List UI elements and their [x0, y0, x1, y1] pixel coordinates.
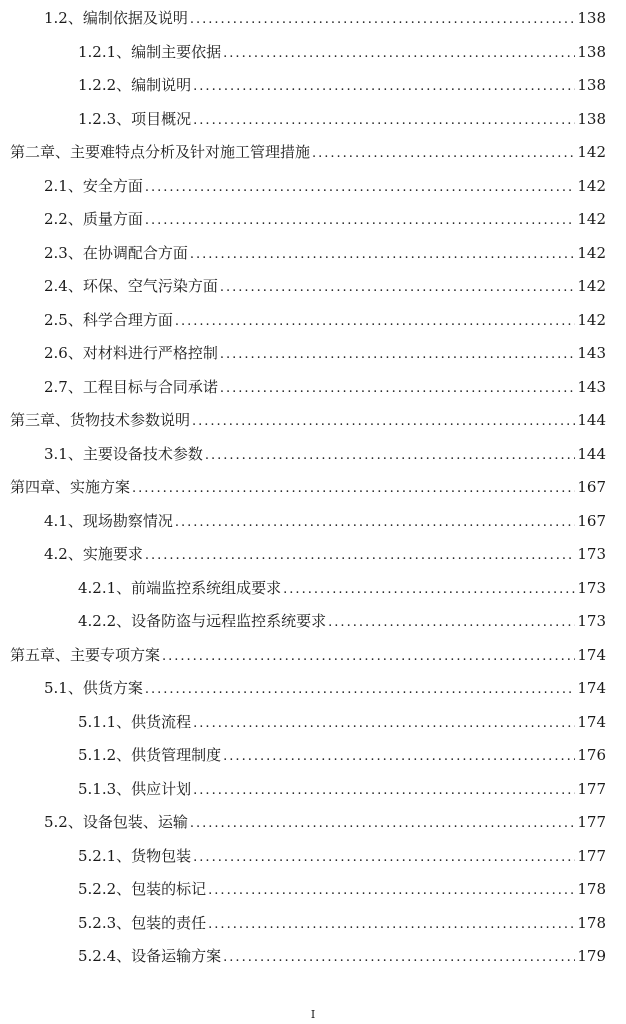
- toc-leader-dots: [283, 578, 575, 602]
- toc-entry-title: 5.2.4、设备运输方案: [78, 947, 222, 965]
- toc-leader-dots: [145, 209, 576, 233]
- toc-entry[interactable]: [10, 643, 606, 667]
- toc-entry[interactable]: [44, 174, 606, 198]
- toc-leader-dots: [220, 276, 576, 300]
- toc-entry-title: 1.2.1、编制主要依据: [78, 43, 222, 61]
- toc-entry[interactable]: [78, 710, 606, 734]
- toc-entry-title: 2.1、安全方面: [44, 177, 143, 195]
- toc-entry[interactable]: [78, 107, 606, 131]
- toc-entry-page-number: 173: [577, 545, 606, 563]
- toc-leader-dots: [328, 611, 575, 635]
- toc-entry[interactable]: [44, 241, 606, 265]
- toc-entry-title: 5.2.1、货物包装: [78, 847, 192, 865]
- toc-entry-page-number: 173: [577, 579, 606, 597]
- toc-entry-title: 2.6、对材料进行严格控制: [44, 344, 218, 362]
- toc-entry-page-number: 179: [577, 947, 606, 965]
- toc-entry-title: 5.1、供货方案: [44, 679, 143, 697]
- toc-entry-title: 5.1.1、供货流程: [78, 713, 192, 731]
- toc-entry[interactable]: [44, 676, 606, 700]
- toc-entry-title: 2.2、质量方面: [44, 210, 143, 228]
- toc-entry-page-number: 174: [577, 646, 606, 664]
- toc-leader-dots: [190, 243, 576, 267]
- toc-entry-page-number: 178: [577, 914, 606, 932]
- toc-entry-page-number: 142: [577, 143, 606, 161]
- toc-entry[interactable]: [78, 777, 606, 801]
- toc-entry-title: 5.2.2、包装的标记: [78, 880, 207, 898]
- toc-leader-dots: [223, 745, 575, 769]
- toc-leader-dots: [193, 779, 575, 803]
- toc-leader-dots: [312, 142, 575, 166]
- toc-leader-dots: [193, 109, 575, 133]
- toc-entry-page-number: 142: [577, 177, 606, 195]
- toc-entry[interactable]: [78, 944, 606, 968]
- toc-entry-page-number: 142: [577, 244, 606, 262]
- toc-entry-title: 第二章、主要难特点分析及针对施工管理措施: [10, 143, 311, 161]
- toc-entry-page-number: 174: [577, 713, 606, 731]
- toc-entry[interactable]: [44, 542, 606, 566]
- toc-leader-dots: [175, 310, 576, 334]
- toc-entry-page-number: 144: [577, 445, 606, 463]
- toc-entry-title: 3.1、主要设备技术参数: [44, 445, 203, 463]
- toc-entry[interactable]: [44, 308, 606, 332]
- toc-leader-dots: [193, 846, 575, 870]
- toc-entry-page-number: 138: [577, 43, 606, 61]
- toc-entry-page-number: 167: [577, 478, 606, 496]
- toc-entry-title: 第五章、主要专项方案: [10, 646, 161, 664]
- toc-leader-dots: [162, 645, 575, 669]
- toc-entry[interactable]: [44, 341, 606, 365]
- toc-entry[interactable]: [44, 207, 606, 231]
- toc-entry-page-number: 178: [577, 880, 606, 898]
- toc-entry-page-number: 176: [577, 746, 606, 764]
- toc-entry[interactable]: [44, 442, 606, 466]
- toc-leader-dots: [193, 712, 575, 736]
- toc-leader-dots: [220, 377, 576, 401]
- toc-entry-title: 4.1、现场勘察情况: [44, 512, 173, 530]
- toc-entry-page-number: 173: [577, 612, 606, 630]
- toc-entry[interactable]: [44, 274, 606, 298]
- toc-leader-dots: [205, 444, 576, 468]
- toc-entry[interactable]: [44, 509, 606, 533]
- toc-entry[interactable]: [78, 844, 606, 868]
- toc-leader-dots: [223, 42, 575, 66]
- toc-entry-title: 5.1.2、供货管理制度: [78, 746, 222, 764]
- toc-entry[interactable]: [78, 911, 606, 935]
- toc-entry-page-number: 143: [577, 378, 606, 396]
- toc-leader-dots: [145, 678, 576, 702]
- toc-entry[interactable]: [78, 743, 606, 767]
- toc-leader-dots: [175, 511, 576, 535]
- toc-entry-page-number: 142: [577, 277, 606, 295]
- toc-leader-dots: [220, 343, 576, 367]
- toc-entry[interactable]: [10, 140, 606, 164]
- toc-entry-title: 2.4、环保、空气污染方面: [44, 277, 218, 295]
- toc-leader-dots: [192, 410, 575, 434]
- toc-leader-dots: [208, 879, 575, 903]
- toc-entry-page-number: 167: [577, 512, 606, 530]
- toc-entry-title: 4.2.2、设备防盗与远程监控系统要求: [78, 612, 327, 630]
- toc-entry-title: 第四章、实施方案: [10, 478, 131, 496]
- toc-leader-dots: [223, 946, 575, 970]
- toc-entry-page-number: 138: [577, 110, 606, 128]
- toc-entry[interactable]: [78, 576, 606, 600]
- toc-entry-title: 5.1.3、供应计划: [78, 780, 192, 798]
- toc-leader-dots: [190, 8, 576, 32]
- toc-entry-title: 1.2.2、编制说明: [78, 76, 192, 94]
- toc-leader-dots: [132, 477, 575, 501]
- toc-entry[interactable]: [10, 408, 606, 432]
- toc-entry-title: 5.2.3、包装的责任: [78, 914, 207, 932]
- toc-entry-page-number: 143: [577, 344, 606, 362]
- toc-entry-title: 1.2.3、项目概况: [78, 110, 192, 128]
- toc-entry-page-number: 138: [577, 76, 606, 94]
- toc-entry-page-number: 177: [577, 813, 606, 831]
- toc-entry-title: 2.5、科学合理方面: [44, 311, 173, 329]
- toc-entry-title: 4.2、实施要求: [44, 545, 143, 563]
- toc-entry-title: 2.3、在协调配合方面: [44, 244, 188, 262]
- toc-entry-page-number: 142: [577, 311, 606, 329]
- toc-entry-page-number: 177: [577, 847, 606, 865]
- toc-entry[interactable]: [44, 810, 606, 834]
- toc-entry-title: 2.7、工程目标与合同承诺: [44, 378, 218, 396]
- toc-entry-page-number: 177: [577, 780, 606, 798]
- page-number: I: [310, 1008, 316, 1021]
- toc-leader-dots: [145, 176, 576, 200]
- toc-entry[interactable]: [78, 40, 606, 64]
- toc-leader-dots: [193, 75, 575, 99]
- toc-entry-title: 第三章、货物技术参数说明: [10, 411, 191, 429]
- toc-leader-dots: [190, 812, 576, 836]
- toc-entry-title: 5.2、设备包装、运输: [44, 813, 188, 831]
- toc-entry-title: 1.2、编制依据及说明: [44, 9, 188, 27]
- toc-entry[interactable]: [78, 877, 606, 901]
- toc-leader-dots: [208, 913, 575, 937]
- toc-entry[interactable]: [10, 475, 606, 499]
- toc-entry-title: 4.2.1、前端监控系统组成要求: [78, 579, 282, 597]
- toc-entry[interactable]: [78, 73, 606, 97]
- toc-entry[interactable]: [78, 609, 606, 633]
- toc-entry-page-number: 142: [577, 210, 606, 228]
- toc-entry-page-number: 174: [577, 679, 606, 697]
- toc-leader-dots: [145, 544, 576, 568]
- toc-entry-page-number: 138: [577, 9, 606, 27]
- toc-entry[interactable]: [44, 375, 606, 399]
- toc-entry[interactable]: [44, 6, 606, 30]
- toc-entry-page-number: 144: [577, 411, 606, 429]
